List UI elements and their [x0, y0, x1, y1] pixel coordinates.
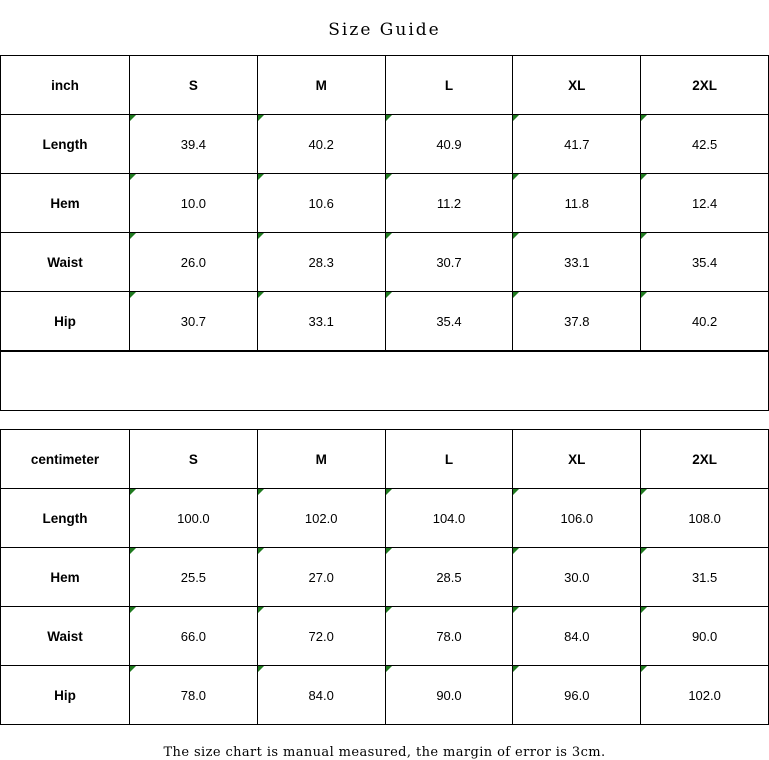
column-header-m: M [257, 56, 385, 115]
column-header-s: S [130, 56, 258, 115]
cell-hem-xl: 11.8 [513, 174, 641, 233]
cell-waist-s: 26.0 [130, 233, 258, 292]
cell-hip-s: 78.0 [130, 666, 258, 725]
row-label-waist: Waist [1, 607, 130, 666]
row-label-hip: Hip [1, 292, 130, 351]
cell-hem-s: 10.0 [130, 174, 258, 233]
table-row [1, 292, 769, 351]
column-header-xl: XL [513, 430, 641, 489]
cell-waist-xl: 84.0 [513, 607, 641, 666]
column-header-l: L [385, 56, 513, 115]
table-row [1, 666, 769, 725]
table-row [1, 607, 769, 666]
cell-hem-xl: 30.0 [513, 548, 641, 607]
cell-hip-l: 90.0 [385, 666, 513, 725]
column-header-2xl: 2XL [641, 56, 769, 115]
size-table-centimeter [0, 429, 769, 725]
column-header-l: L [385, 430, 513, 489]
cell-hem-l: 28.5 [385, 548, 513, 607]
cell-waist-l: 30.7 [385, 233, 513, 292]
cell-length-s: 39.4 [130, 115, 258, 174]
row-label-waist: Waist [1, 233, 130, 292]
cell-hem-2xl: 31.5 [641, 548, 769, 607]
row-label-length: Length [1, 115, 130, 174]
table-row [1, 489, 769, 548]
column-header-s: S [130, 430, 258, 489]
cell-length-xl: 106.0 [513, 489, 641, 548]
cell-hip-s: 30.7 [130, 292, 258, 351]
cell-hip-l: 35.4 [385, 292, 513, 351]
unit-label: inch [1, 56, 130, 115]
page-title: Size Guide [328, 20, 441, 40]
table-header-row [1, 56, 769, 115]
cell-waist-2xl: 90.0 [641, 607, 769, 666]
cell-waist-l: 78.0 [385, 607, 513, 666]
cell-hip-m: 33.1 [257, 292, 385, 351]
cell-length-xl: 41.7 [513, 115, 641, 174]
cell-waist-2xl: 35.4 [641, 233, 769, 292]
column-header-2xl: 2XL [641, 430, 769, 489]
size-tables-container [0, 55, 769, 725]
cell-hip-2xl: 102.0 [641, 666, 769, 725]
table-row [1, 174, 769, 233]
cell-length-s: 100.0 [130, 489, 258, 548]
cell-length-2xl: 42.5 [641, 115, 769, 174]
row-label-hem: Hem [1, 548, 130, 607]
cell-waist-xl: 33.1 [513, 233, 641, 292]
cell-hem-m: 10.6 [257, 174, 385, 233]
table-row [1, 233, 769, 292]
cell-length-l: 40.9 [385, 115, 513, 174]
measurement-disclaimer: The size chart is manual measured, the margin of error is 3cm. [163, 745, 606, 760]
column-header-xl: XL [513, 56, 641, 115]
cell-hem-m: 27.0 [257, 548, 385, 607]
row-label-hip: Hip [1, 666, 130, 725]
cell-hem-s: 25.5 [130, 548, 258, 607]
cell-hip-xl: 96.0 [513, 666, 641, 725]
size-table-inch [0, 55, 769, 351]
cell-hip-2xl: 40.2 [641, 292, 769, 351]
blank-cell [1, 352, 769, 411]
blank-band-row [0, 351, 769, 411]
row-label-length: Length [1, 489, 130, 548]
table-row [1, 548, 769, 607]
cell-length-m: 40.2 [257, 115, 385, 174]
row-label-hem: Hem [1, 174, 130, 233]
table-separator [0, 411, 769, 429]
table-row [1, 115, 769, 174]
cell-length-2xl: 108.0 [641, 489, 769, 548]
cell-waist-s: 66.0 [130, 607, 258, 666]
unit-label: centimeter [1, 430, 130, 489]
cell-length-m: 102.0 [257, 489, 385, 548]
cell-waist-m: 72.0 [257, 607, 385, 666]
cell-hem-2xl: 12.4 [641, 174, 769, 233]
column-header-m: M [257, 430, 385, 489]
cell-waist-m: 28.3 [257, 233, 385, 292]
cell-hip-xl: 37.8 [513, 292, 641, 351]
table-header-row [1, 430, 769, 489]
cell-hem-l: 11.2 [385, 174, 513, 233]
cell-hip-m: 84.0 [257, 666, 385, 725]
cell-length-l: 104.0 [385, 489, 513, 548]
